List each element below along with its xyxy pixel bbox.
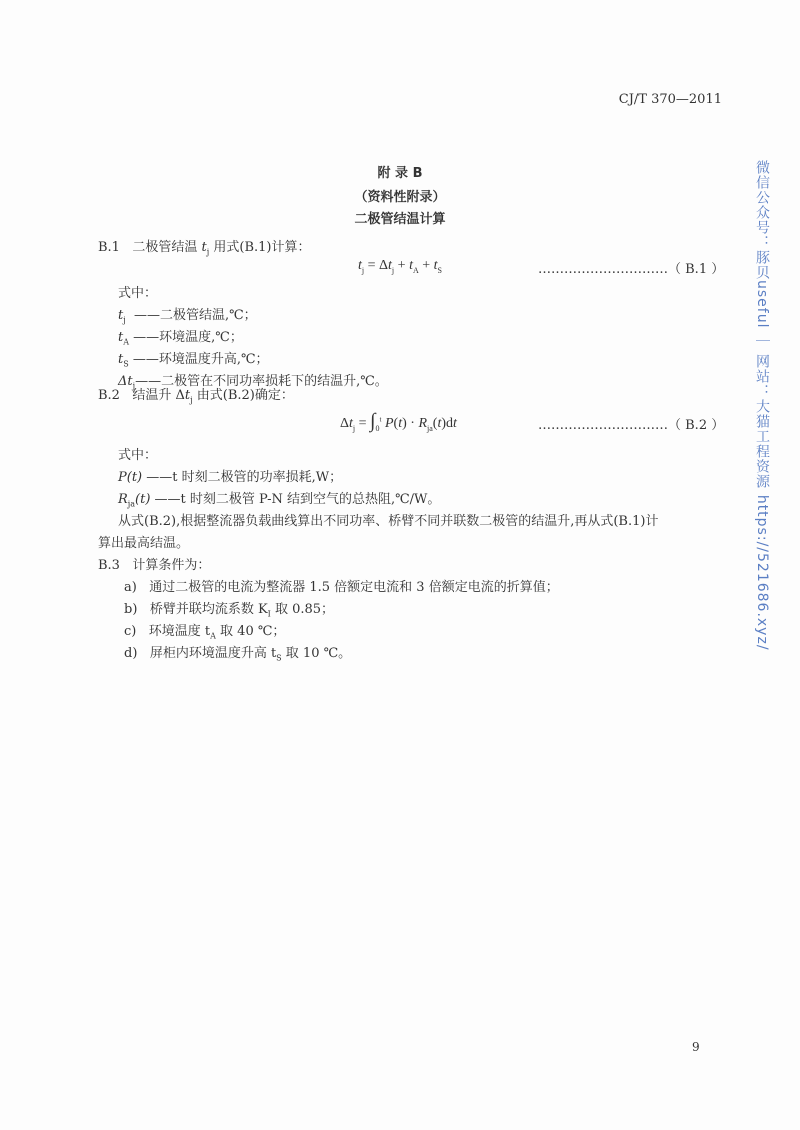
watermark: 微信公众号：豚贝useful ｜ 网站：大猫工程资源 https://521686.xyz/ xyxy=(754,160,770,651)
list-item: c) 环境温度 $t_A$ 取 40 ℃； xyxy=(124,624,286,641)
standard-number: CJ/T 370—2011 xyxy=(618,92,722,107)
appendix-subtitle: （资料性附录） xyxy=(354,190,446,205)
definition: $t_S$ ——环境温度升高,℃； xyxy=(118,352,269,369)
section-b3: B.3 计算条件为： xyxy=(98,558,211,573)
section-b1: B.1 二极管结温 $t_j$ 用式(B.1)计算： xyxy=(98,240,311,257)
list-item: b) 桥臂并联均流系数 $K_I$ 取 0.85； xyxy=(124,602,335,619)
definition: $\Delta t_j——$二极管在不同功率损耗下的结温升,℃。 xyxy=(118,374,388,391)
list-item: a) 通过二极管的电流为整流器 1.5 倍额定电流和 3 倍额定电流的折算值； xyxy=(124,580,559,595)
paragraph-cont: 算出最高结温。 xyxy=(98,536,190,551)
section-b2: B.2 结温升 $\Delta t_j$ 由式(B.2)确定： xyxy=(98,388,294,405)
definition: $t_j$ ——二极管结温,℃； xyxy=(118,308,257,325)
formula-b2: $\Delta t_j = \int_0^t$ $P(t) \cdot R_{ja}(t)dt$ xyxy=(340,410,457,433)
paragraph: 从式(B.2),根据整流器负载曲线算出不同功率、桥臂不同并联数二极管的结温升,再从式(B.1)计 xyxy=(118,514,659,529)
appendix-heading: 二极管结温计算 xyxy=(354,212,446,227)
formula-b2-tag: …………………………（ B.2 ） xyxy=(538,418,725,433)
definition: $R_{ja}(t)$ ——t 时刻二极管 P-N 结到空气的总热阻,℃/W。 xyxy=(118,492,441,509)
where-label: 式中： xyxy=(118,286,158,301)
definition: $t_A$ ——环境温度,℃； xyxy=(118,330,243,347)
appendix-title: 附 录 B xyxy=(377,166,423,181)
formula-b1-tag: …………………………（ B.1 ） xyxy=(538,262,725,277)
definition: P(t) ——t 时刻二极管的功率损耗,W； xyxy=(118,470,343,485)
page-number: 9 xyxy=(692,1040,700,1054)
list-item: d) 屏柜内环境温度升高 $t_S$ 取 10 ℃。 xyxy=(124,646,352,663)
formula-b1: $t_j = \Delta t_j + t_A + t_S$ xyxy=(358,258,442,275)
where-label: 式中： xyxy=(118,448,158,463)
